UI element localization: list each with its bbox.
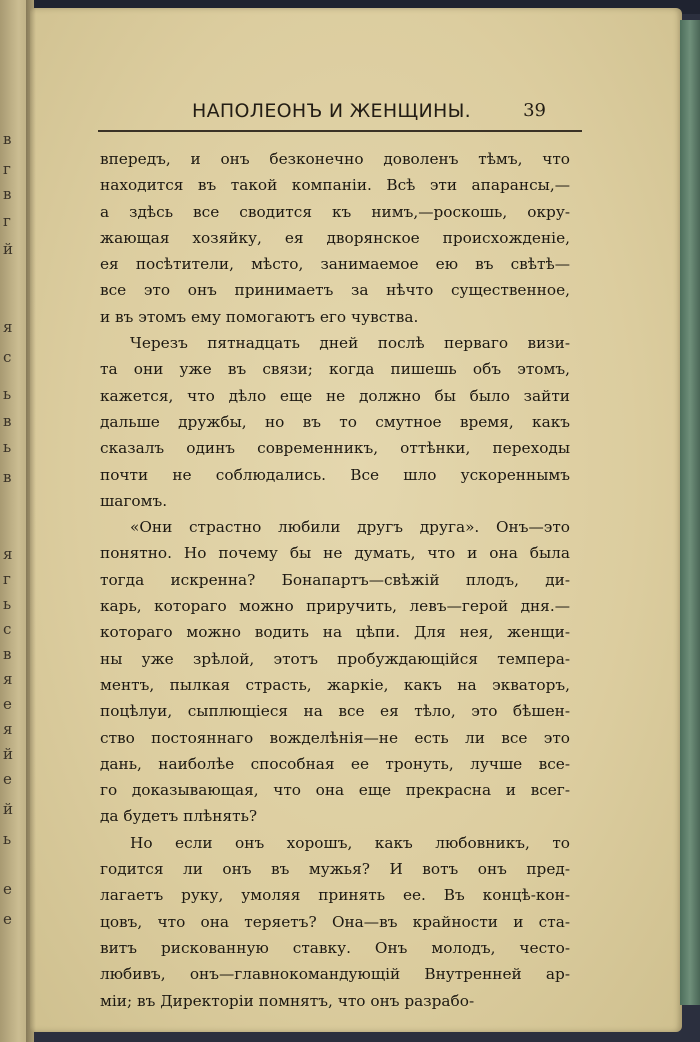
margin-letter: я <box>3 670 13 688</box>
margin-letter: ь <box>3 595 12 613</box>
text-line: да будетъ плѣнять? <box>100 807 258 826</box>
text-line: «Они страстно любили другъ друга». Онъ—это <box>130 518 570 537</box>
text-line: сказалъ одинъ современникъ, оттѣнки, переходы <box>100 439 570 458</box>
margin-letter: й <box>3 745 13 763</box>
margin-letter: е <box>3 770 12 788</box>
text-line: карь, котораго можно приручить, левъ—герой дня.— <box>100 597 570 616</box>
margin-letter: е <box>3 880 12 898</box>
text-line: міи; въ Директоріи помнятъ, что онъ разрабо- <box>100 991 475 1010</box>
running-header <box>100 96 570 130</box>
text-line: любивъ, онъ—главнокомандующій Внутренней ар- <box>100 965 570 984</box>
book-cover-edge <box>680 20 700 1005</box>
text-line: цовъ, что она теряетъ? Она—въ крайности и ста- <box>100 912 570 931</box>
margin-letter: й <box>3 800 13 818</box>
text-line: годится ли онъ въ мужья? И вотъ онъ пред- <box>100 860 570 879</box>
text-line: понятно. Но почему бы не думать, что и она была <box>100 544 570 563</box>
text-line: кажется, что дѣло еще не должно бы было зайти <box>100 386 570 405</box>
text-line: дань, наиболѣе способная ее тронуть, лучше все- <box>100 754 570 773</box>
margin-letter: с <box>3 620 12 638</box>
margin-letter: е <box>3 695 12 713</box>
text-line: ство постояннаго вожделѣнія—не есть ли все это <box>100 728 570 747</box>
margin-letter: е <box>3 910 12 928</box>
margin-letter: й <box>3 240 13 258</box>
text-line: Черезъ пятнадцать дней послѣ перваго визи- <box>130 334 570 353</box>
text-line: поцѣлуи, сыплющіеся на все ея тѣло, это бѣшен- <box>100 702 570 721</box>
text-line: жающая хозяйку, ея дворянское происхожденіе, <box>100 228 570 247</box>
margin-letter: г <box>3 160 11 178</box>
text-line: почти не соблюдались. Все шло ускореннымъ <box>100 465 570 484</box>
text-line: и въ этомъ ему помогаютъ его чувства. <box>100 307 419 326</box>
text-line: ны уже зрѣлой, этотъ пробуждающійся темпера- <box>100 649 570 668</box>
text-line: а здѣсь все сводится къ нимъ,—роскошь, окру- <box>100 202 570 221</box>
margin-letter: я <box>3 545 13 563</box>
header-rule <box>98 130 582 132</box>
margin-letter: в <box>3 185 12 203</box>
margin-letter: г <box>3 212 11 230</box>
text-line: го доказывающая, что она еще прекрасна и всег- <box>100 781 570 800</box>
margin-letter: г <box>3 570 11 588</box>
margin-letter: в <box>3 412 12 430</box>
text-line: ея посѣтители, мѣсто, занимаемое ею въ свѣтѣ— <box>100 255 570 274</box>
margin-letter: ь <box>3 385 12 403</box>
page-number: 39 <box>523 100 546 121</box>
text-line: та они уже въ связи; когда пишешь объ этомъ, <box>100 360 570 379</box>
margin-letter: я <box>3 318 13 336</box>
margin-letter: ь <box>3 830 12 848</box>
body-text <box>100 146 570 1014</box>
text-line: впередъ, и онъ безконечно доволенъ тѣмъ, что <box>100 150 570 168</box>
margin-letter: в <box>3 468 12 486</box>
text-line: находится въ такой компаніи. Всѣ эти апарансы,— <box>100 176 570 195</box>
margin-letter: в <box>3 130 12 148</box>
margin-letter: в <box>3 645 12 663</box>
running-title: НАПОЛЕОНЪ И ЖЕНЩИНЫ. <box>192 100 472 122</box>
margin-letter: ь <box>3 438 12 456</box>
margin-letter: с <box>3 348 12 366</box>
margin-letter: я <box>3 720 13 738</box>
text-line: витъ рискованную ставку. Онъ молодъ, често- <box>100 938 570 957</box>
text-line: дальше дружбы, но въ то смутное время, какъ <box>100 412 570 431</box>
text-line: котораго можно водить на цѣпи. Для нея, женщи- <box>100 623 570 642</box>
text-line: тогда искренна? Бонапартъ—свѣжій плодъ, ди- <box>100 570 570 589</box>
text-line: все это онъ принимаетъ за нѣчто существенное, <box>100 281 570 300</box>
book-gutter <box>26 0 36 1042</box>
text-line: лагаетъ руку, умоляя принять ее. Въ концѣ-кон- <box>100 886 570 905</box>
text-line: ментъ, пылкая страсть, жаркіе, какъ на экваторъ, <box>100 675 570 694</box>
text-line: Но если онъ хорошъ, какъ любовникъ, то <box>130 833 570 852</box>
text-line: шагомъ. <box>100 491 168 510</box>
